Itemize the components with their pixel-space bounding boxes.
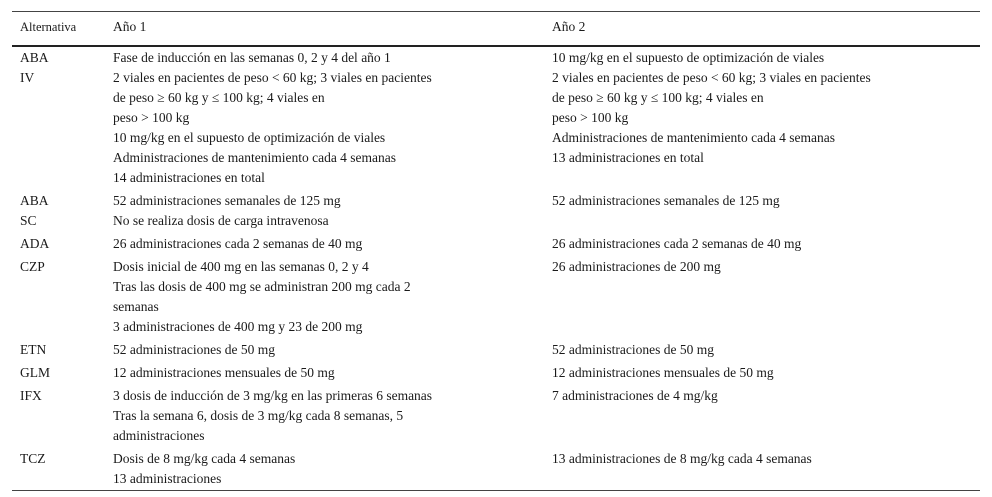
table-row-ifx bbox=[12, 384, 980, 447]
table-row-tcz bbox=[12, 447, 980, 491]
cell-line: de peso ≥ 60 kg y ≤ 100 kg; 4 viales en bbox=[552, 90, 764, 105]
cell-line: 52 administraciones de 50 mg bbox=[113, 342, 275, 357]
cell-year-1 bbox=[105, 189, 544, 232]
cell-line: 7 administraciones de 4 mg/kg bbox=[552, 388, 718, 403]
cell-line: 13 administraciones bbox=[113, 471, 222, 486]
table-row-aba-iv bbox=[12, 46, 980, 189]
cell-year-1 bbox=[105, 384, 544, 447]
cell-line: 14 administraciones en total bbox=[113, 170, 265, 185]
cell-line: semanas bbox=[113, 299, 159, 314]
cell-line: Administraciones de mantenimiento cada 4 semanas bbox=[113, 150, 397, 165]
table-row-ada bbox=[12, 232, 980, 255]
cell-line: No se realiza dosis de carga intravenosa bbox=[113, 213, 329, 228]
cell-line: 2 viales en pacientes de peso < 60 kg; 3 viales en pacientes bbox=[552, 70, 871, 85]
cell-line: peso > 100 kg bbox=[113, 110, 190, 125]
cell-alternativa bbox=[12, 447, 105, 491]
column-header-year-1: Año 1 bbox=[105, 12, 544, 47]
table-row-aba-sc bbox=[12, 189, 980, 232]
cell-line: ETN bbox=[20, 342, 47, 357]
cell-alternativa bbox=[12, 232, 105, 255]
dosing-table bbox=[12, 11, 980, 491]
cell-year-2 bbox=[544, 189, 980, 232]
table-row-glm bbox=[12, 361, 980, 384]
cell-line: peso > 100 kg bbox=[552, 110, 629, 125]
cell-line: ABA bbox=[20, 50, 49, 65]
cell-year-1 bbox=[105, 46, 544, 189]
cell-line: IFX bbox=[20, 388, 42, 403]
cell-line: 2 viales en pacientes de peso < 60 kg; 3 viales en pacientes bbox=[113, 70, 432, 85]
cell-line: 3 administraciones de 400 mg y 23 de 200 mg bbox=[113, 319, 363, 334]
table-row-etn bbox=[12, 338, 980, 361]
column-header-year-2: Año 2 bbox=[544, 12, 980, 47]
cell-year-1 bbox=[105, 447, 544, 491]
cell-line: 26 administraciones cada 2 semanas de 40 mg bbox=[113, 236, 363, 251]
cell-year-1 bbox=[105, 338, 544, 361]
table-body bbox=[12, 46, 980, 491]
cell-year-1 bbox=[105, 232, 544, 255]
cell-line: 12 administraciones mensuales de 50 mg bbox=[552, 365, 774, 380]
cell-year-2 bbox=[544, 255, 980, 338]
cell-line: ABA bbox=[20, 193, 49, 208]
cell-line: Administraciones de mantenimiento cada 4 semanas bbox=[552, 130, 836, 145]
cell-line: SC bbox=[20, 213, 37, 228]
cell-year-2 bbox=[544, 46, 980, 189]
cell-line: 52 administraciones semanales de 125 mg bbox=[552, 193, 780, 208]
column-header-alternativa: Alternativa bbox=[12, 12, 105, 47]
cell-line: 10 mg/kg en el supuesto de optimización de viales bbox=[113, 130, 386, 145]
cell-line: administraciones bbox=[113, 428, 205, 443]
cell-alternativa bbox=[12, 338, 105, 361]
cell-line: Fase de inducción en las semanas 0, 2 y 4 del año 1 bbox=[113, 50, 391, 65]
cell-year-1 bbox=[105, 255, 544, 338]
cell-year-1 bbox=[105, 361, 544, 384]
cell-line: de peso ≥ 60 kg y ≤ 100 kg; 4 viales en bbox=[113, 90, 325, 105]
cell-line: Tras la semana 6, dosis de 3 mg/kg cada 8 semanas, 5 bbox=[113, 408, 404, 423]
cell-alternativa bbox=[12, 46, 105, 189]
cell-year-2 bbox=[544, 384, 980, 447]
cell-line: 26 administraciones de 200 mg bbox=[552, 259, 721, 274]
cell-alternativa bbox=[12, 361, 105, 384]
cell-line: 52 administraciones semanales de 125 mg bbox=[113, 193, 341, 208]
cell-line: TCZ bbox=[20, 451, 46, 466]
cell-line: CZP bbox=[20, 259, 45, 274]
cell-line: Dosis de 8 mg/kg cada 4 semanas bbox=[113, 451, 296, 466]
cell-year-2 bbox=[544, 338, 980, 361]
dosing-table-container bbox=[12, 11, 980, 491]
cell-line: IV bbox=[20, 70, 35, 85]
cell-line: 13 administraciones de 8 mg/kg cada 4 semanas bbox=[552, 451, 812, 466]
cell-line: 13 administraciones en total bbox=[552, 150, 704, 165]
cell-line: ADA bbox=[20, 236, 50, 251]
cell-line: 12 administraciones mensuales de 50 mg bbox=[113, 365, 335, 380]
cell-line: Tras las dosis de 400 mg se administran 200 mg cada 2 bbox=[113, 279, 411, 294]
cell-line: 10 mg/kg en el supuesto de optimización de viales bbox=[552, 50, 825, 65]
cell-year-2 bbox=[544, 447, 980, 491]
cell-alternativa bbox=[12, 384, 105, 447]
cell-alternativa bbox=[12, 255, 105, 338]
cell-year-2 bbox=[544, 361, 980, 384]
cell-year-2 bbox=[544, 232, 980, 255]
cell-line: 3 dosis de inducción de 3 mg/kg en las primeras 6 semanas bbox=[113, 388, 433, 403]
cell-line: Dosis inicial de 400 mg en las semanas 0, 2 y 4 bbox=[113, 259, 369, 274]
cell-line: 52 administraciones de 50 mg bbox=[552, 342, 714, 357]
cell-alternativa bbox=[12, 189, 105, 232]
table-row-czp bbox=[12, 255, 980, 338]
table-header bbox=[12, 12, 980, 47]
cell-line: 26 administraciones cada 2 semanas de 40 mg bbox=[552, 236, 802, 251]
cell-line: GLM bbox=[20, 365, 50, 380]
